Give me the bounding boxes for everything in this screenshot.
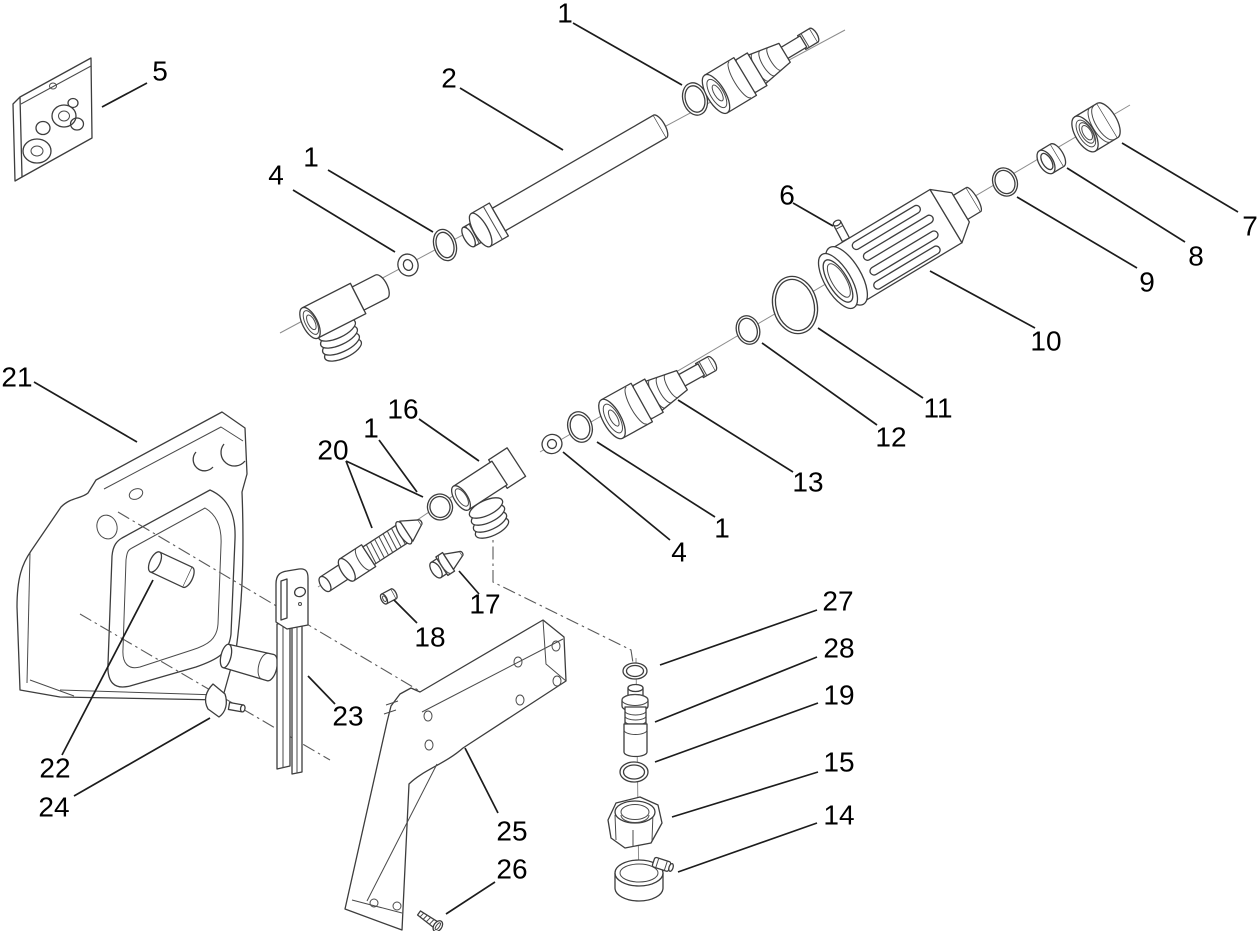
pin-6 (832, 219, 849, 242)
trigger-bar-23 (276, 569, 308, 774)
retainer-ring-8 (1033, 141, 1069, 177)
seal-kit-bag-5 (13, 58, 92, 181)
callout-label-9: 9 (1139, 266, 1155, 298)
cap-nut-7 (1067, 99, 1126, 156)
leader-line-8 (1067, 168, 1185, 242)
leader-line-13 (678, 400, 793, 472)
leader-line-14 (678, 823, 817, 872)
valve-stem-20 (314, 511, 428, 598)
o-ring-12 (733, 313, 764, 348)
leader-line-24 (74, 718, 210, 796)
leader-line-9 (1017, 197, 1137, 268)
callout-label-15: 15 (823, 746, 855, 778)
callout-label-7: 7 (1242, 210, 1258, 242)
gun-housing-half-21 (17, 412, 247, 700)
leader-line-4 (293, 190, 395, 252)
leader-line-4 (563, 452, 670, 540)
callout-label-21: 21 (1, 361, 33, 393)
handle-half-25 (345, 620, 566, 930)
callout-label-5: 5 (152, 55, 168, 87)
callout-label-27: 27 (822, 585, 854, 617)
callout-label-23: 23 (332, 700, 364, 732)
leader-line-1 (597, 442, 715, 517)
callout-label-25: 25 (496, 815, 528, 847)
poppet-17 (426, 544, 468, 582)
o-ring-11 (766, 271, 824, 338)
callout-label-10: 10 (1030, 325, 1062, 357)
leader-line-23 (308, 676, 335, 704)
leader-line-2 (460, 88, 563, 150)
callout-label-22: 22 (39, 752, 71, 784)
hex-nut-15 (608, 797, 662, 848)
outlet-elbow (296, 269, 395, 366)
leader-line-27 (660, 610, 817, 665)
callout-label-14: 14 (823, 799, 855, 831)
callout-label-18: 18 (414, 621, 446, 653)
leader-line-7 (1122, 143, 1238, 212)
o-ring-19 (620, 762, 648, 782)
callout-label-4: 4 (268, 159, 284, 191)
callout-label-13: 13 (792, 466, 824, 498)
leader-line-10 (930, 271, 1035, 328)
leader-line-15 (672, 772, 818, 817)
callout-label-1: 1 (363, 412, 379, 444)
leader-line-1 (573, 23, 682, 85)
inlet-elbow-16 (446, 448, 525, 543)
callout-label-28: 28 (823, 632, 855, 664)
callout-label-8: 8 (1188, 240, 1204, 272)
quick-coupler-13 (593, 343, 725, 443)
washer-4-middle (539, 432, 564, 457)
hose-fitting-28 (622, 685, 648, 757)
o-ring-1-center (425, 491, 456, 523)
callout-label-26: 26 (496, 853, 528, 885)
callout-label-1: 1 (714, 512, 730, 544)
callout-label-11: 11 (923, 392, 953, 424)
callout-label-12: 12 (875, 421, 907, 453)
o-ring-1-middle (564, 409, 596, 446)
screw-26 (416, 908, 445, 931)
leader-line-5 (102, 83, 147, 107)
leader-line-1 (379, 440, 417, 492)
washer-4-left (395, 251, 421, 279)
callout-label-19: 19 (823, 679, 855, 711)
callout-label-24: 24 (38, 791, 70, 823)
leader-line-11 (818, 328, 923, 398)
callout-label-17: 17 (469, 588, 501, 620)
o-ring-27 (623, 663, 647, 679)
callout-label-2: 2 (441, 62, 457, 94)
callout-label-1: 1 (557, 0, 573, 29)
callout-label-20: 20 (317, 434, 349, 466)
callout-label-1: 1 (303, 141, 319, 173)
leader-line-1 (328, 170, 433, 232)
hose-clamp-14 (615, 857, 674, 901)
grip-sleeve-10 (810, 169, 994, 316)
leader-line-26 (446, 882, 495, 914)
o-ring-9 (988, 164, 1022, 200)
leader-line-18 (394, 600, 417, 623)
callout-label-6: 6 (779, 179, 795, 211)
lance-tube-2 (455, 108, 674, 256)
o-ring-1-left (430, 226, 461, 263)
leader-line-16 (419, 419, 479, 461)
leader-line-6 (793, 203, 833, 226)
callout-label-4: 4 (671, 536, 687, 568)
leader-line-21 (34, 382, 137, 442)
leader-line-25 (465, 748, 498, 813)
callout-label-16: 16 (387, 393, 419, 425)
quick-coupler-top (697, 15, 828, 118)
